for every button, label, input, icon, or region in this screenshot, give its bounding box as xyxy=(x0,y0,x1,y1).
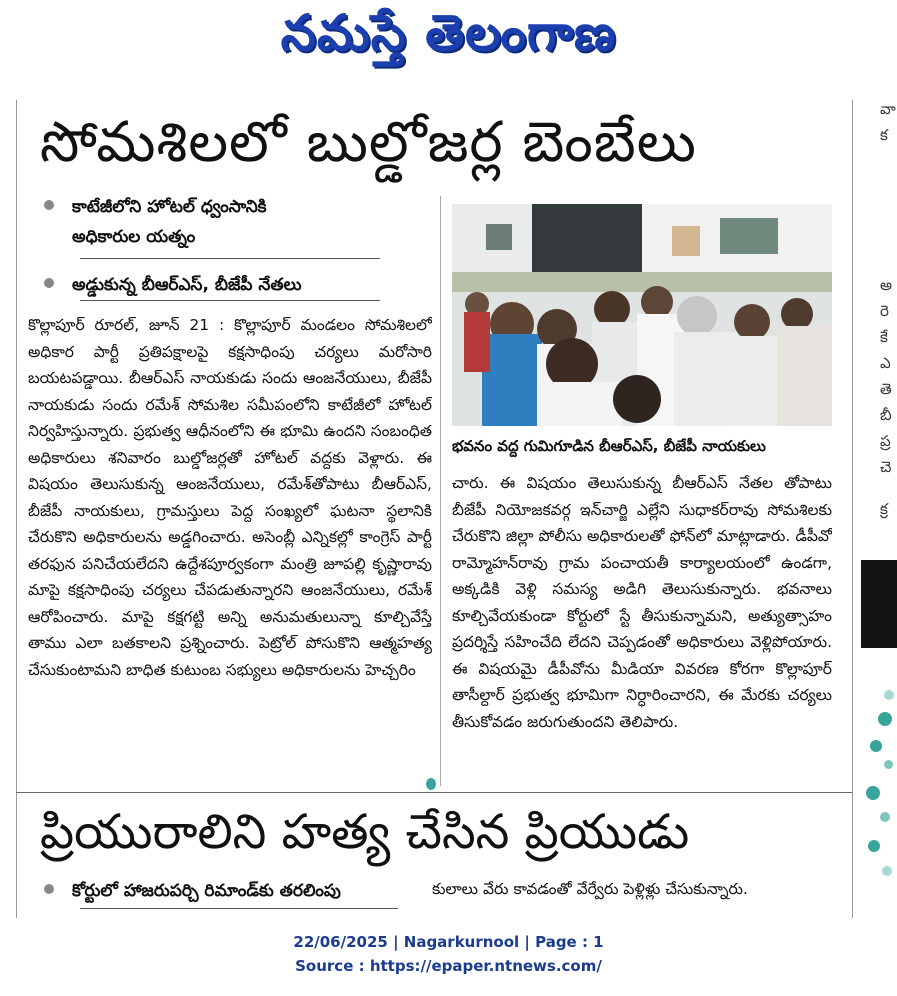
decorative-dot xyxy=(884,690,894,700)
strip-line: క xyxy=(880,126,888,144)
page-footer xyxy=(0,930,897,978)
decorative-dot xyxy=(884,760,893,769)
strip-line: బీ xyxy=(880,406,892,424)
story-separator xyxy=(16,792,852,793)
newspaper-logo: నమస్తే తెలంగాణ xyxy=(280,4,617,62)
strip-line: ఎ xyxy=(880,354,891,372)
decorative-dot xyxy=(426,778,436,790)
story1-body-right: చారు. ఈ విషయం తెలుసుకున్న బీఆర్ఎస్ నేతల తోపాటు బీజేపీ నియోజకవర్గ ఇన్‌చార్జి ఎల్లేని సుధాకర్‌రావు సోమశిలకు చేరుకొని జిల్లా పోలీసు అధికారులతో ఫోన్‌లో మాట్లాడారు. డీపీవో రామ్మోహన్‌రావు గ్రామ పంచాయతీ కార్యాలయంలో ఉండగా, అక్కడికి వెళ్లి సమస్య అడిగి తెలుసుకున్నారు. భవనాలు కూల్చివేయకుండా కోర్టులో స్టే తీసుకున్నామని, అత్యుత్సాహం ప్రదర్శిస్తే సహించేది లేదని చెప్పడంతో అధికారులు వెళ్లిపోయారు. ఈ విషయమై డీపీవోను మీడియా వివరణ కోరగా కొల్లాపూర్ తాసీల్దార్ ప్రభుత్వ భూమిగా నిర్ధారించారని, ఈ మేరకు చర్యలు తీసుకోవడం జరుగుతుందని తెలిపారు. xyxy=(452,474,832,731)
strip-line: క్ర xyxy=(880,500,888,518)
strip-line: ప్ర xyxy=(880,432,891,450)
strip-line: చె xyxy=(880,458,892,476)
photo-caption: భవనం వద్ద గుమిగూడిన బీఆర్ఎస్, బీజేపీ నాయకులు xyxy=(452,437,766,455)
story1-bullet-1 xyxy=(44,192,434,252)
bullet-text: కాటేజీలోని హోటల్ ధ్వంసానికి అధికారుల యత్నం xyxy=(72,197,267,247)
news-photo xyxy=(452,204,832,426)
adjacent-story-strip xyxy=(860,96,897,926)
left-column-rule xyxy=(16,100,17,918)
bullet-icon xyxy=(44,884,54,894)
bullet-underline xyxy=(80,258,380,259)
story2-body-right: కులాలు వేరు కావడంతో వేర్వేరు పెళ్లిళ్లు చేసుకున్నారు. xyxy=(432,880,748,898)
story2-headline: ప్రియురాలిని హత్య చేసిన ప్రియుడు xyxy=(40,804,690,860)
footer-source: Source : https://epaper.ntnews.com/ xyxy=(295,957,602,975)
decorative-dot xyxy=(866,786,880,800)
bullet-icon xyxy=(44,200,54,210)
footer-date-edition: 22/06/2025 | Nagarkurnool | Page : 1 xyxy=(293,933,604,951)
decorative-dot xyxy=(870,740,882,752)
strip-line: వా xyxy=(880,100,896,118)
decorative-dot xyxy=(868,840,880,852)
right-column-rule xyxy=(852,100,853,918)
bullet-icon xyxy=(44,278,54,288)
strip-line: కే xyxy=(880,328,888,346)
masthead xyxy=(0,0,897,80)
adjacent-ad-block xyxy=(861,560,897,648)
bullet-underline xyxy=(80,300,380,301)
bullet-text: కోర్టులో హాజరుపర్చి రిమాండ్‌కు తరలింపు xyxy=(72,881,341,901)
decorative-dot xyxy=(878,712,892,726)
strip-line: అ xyxy=(880,276,893,294)
story2-bullet xyxy=(44,876,424,906)
strip-line: తె xyxy=(880,380,892,398)
decorative-dot xyxy=(880,812,890,822)
bullet-text: అడ్డుకున్న బీఆర్ఎస్, బీజేపీ నేతలు xyxy=(72,275,302,295)
middle-column-rule xyxy=(440,196,441,786)
story1-headline: సోమశిలలో బుల్డోజర్ల బెంబేలు xyxy=(40,110,697,175)
story1-body-left: కొల్లాపూర్ రూరల్, జూన్ 21 : కొల్లాపూర్ మండలం సోమశిలలో అధికార పార్టీ ప్రతిపక్షాలపై కక్షసాధింపు చర్యలు మరోసారి బయటపడ్డాయి. బీఆర్ఎస్ నాయకుడు సందు ఆంజనేయులు, బీజేపీ నాయకుడు సందు రమేశ్ సోమశిల సమీపంలోని కాటేజీలో హోటల్ నిర్వహిస్తున్నారు. ప్రభుత్వ ఆధీనంలోని ఈ భూమి ఉందని సంబంధిత అధికారులు శనివారం బుల్డోజర్లతో హోటల్ వద్దకు వెళ్లారు. ఈ విషయం తెలుసుకున్న ఆంజనేయులు, రమేశ్‌తోపాటు బీఆర్ఎస్, బీజేపీ నాయకులు, గ్రామస్తులు పెద్ద సంఖ్యలో ఘటనా స్థలానికి చేరుకొని అధికారులను అడ్డగించారు. అసెంబ్లీ ఎన్నికల్లో కాంగ్రెస్ పార్టీ తరఫున పనిచేయలేదని ఉద్దేశపూర్వకంగా మంత్రి జూపల్లి కృష్ణారావు మాపై కక్షసాధింపు చర్యలు చేపడుతున్నారని ఆంజనేయులు, రమేశ్ ఆరోపించారు. మాపై కక్షగట్టి అన్ని అనుమతులున్నా కూల్చివేస్తే తాము ఎలా బతకాలని ప్రశ్నించారు. పెట్రోల్ పోసుకొని ఆత్మహత్య చేసుకుంటామని బాధిత కుటుంబ సభ్యులు అధికారులను హెచ్చరిం xyxy=(28,316,432,679)
bullet-underline xyxy=(80,908,398,909)
story1-bullet-2 xyxy=(44,270,434,300)
decorative-dot xyxy=(882,866,892,876)
strip-line: రె xyxy=(880,302,889,320)
